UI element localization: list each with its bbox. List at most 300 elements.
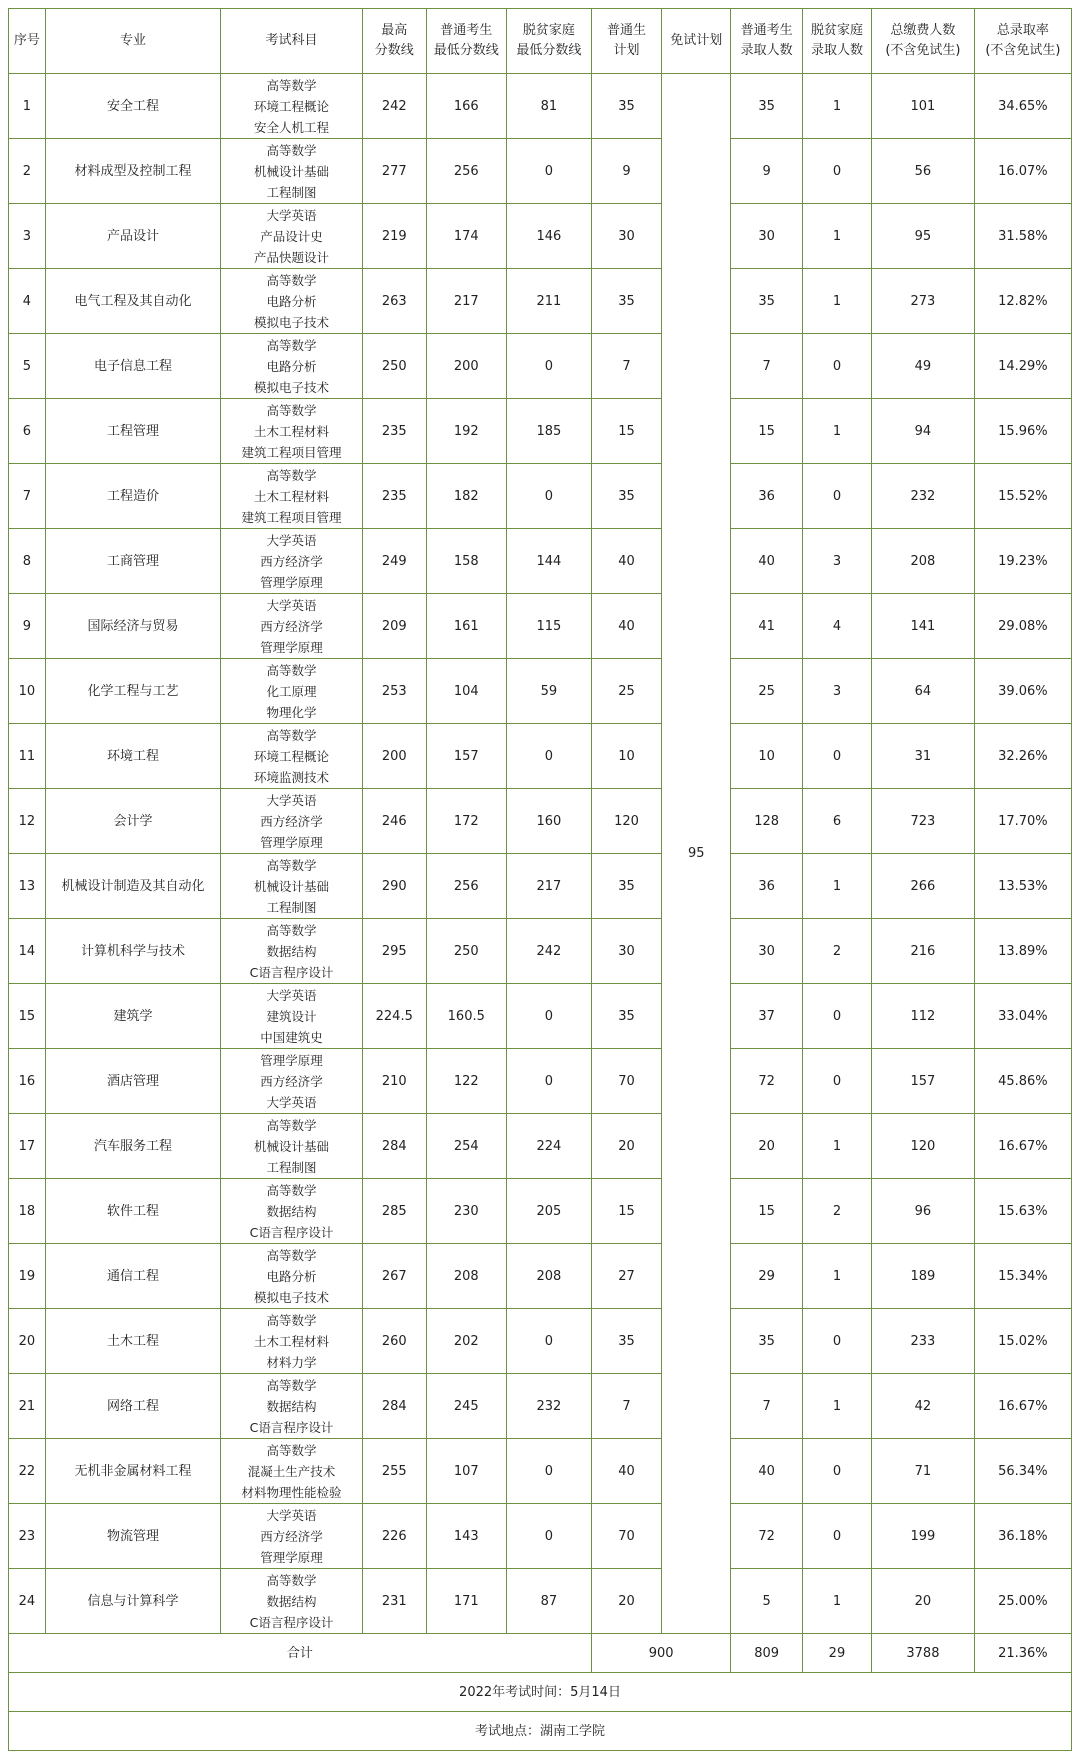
row-regular-plan: 15	[591, 399, 661, 464]
row-index: 7	[9, 464, 46, 529]
row-admit-rate: 16.67%	[974, 1374, 1071, 1439]
subject-item: 工程制图	[266, 899, 317, 915]
table-row	[9, 1374, 1072, 1439]
row-poverty-admitted: 2	[802, 1179, 871, 1244]
row-poverty-min: 0	[506, 1309, 591, 1374]
row-admit-rate: 34.65%	[974, 74, 1071, 139]
subject-item: 模拟电子技术	[254, 1289, 330, 1305]
subject-item: 大学英语	[266, 532, 317, 548]
row-major: 酒店管理	[45, 1049, 220, 1114]
row-subjects	[221, 399, 363, 464]
total-rate: 21.36%	[974, 1634, 1071, 1673]
table-row	[9, 594, 1072, 659]
row-index: 21	[9, 1374, 46, 1439]
row-subjects	[221, 1114, 363, 1179]
row-regular-plan: 40	[591, 594, 661, 659]
subject-item: 高等数学	[266, 402, 317, 418]
row-regular-min: 171	[426, 1569, 506, 1634]
row-admit-rate: 36.18%	[974, 1504, 1071, 1569]
row-subjects	[221, 724, 363, 789]
row-regular-plan: 20	[591, 1569, 661, 1634]
row-poverty-min: 0	[506, 139, 591, 204]
row-regular-admitted: 5	[731, 1569, 802, 1634]
row-poverty-admitted: 1	[802, 1374, 871, 1439]
subject-item: C语言程序设计	[249, 1614, 334, 1630]
row-max-score: 200	[362, 724, 426, 789]
row-admit-rate: 12.82%	[974, 269, 1071, 334]
row-regular-plan: 30	[591, 204, 661, 269]
row-poverty-min: 208	[506, 1244, 591, 1309]
row-major: 土木工程	[45, 1309, 220, 1374]
row-regular-min: 182	[426, 464, 506, 529]
row-admit-rate: 15.34%	[974, 1244, 1071, 1309]
row-major: 机械设计制造及其自动化	[45, 854, 220, 919]
row-total-paid: 71	[872, 1439, 975, 1504]
row-max-score: 290	[362, 854, 426, 919]
row-admit-rate: 33.04%	[974, 984, 1071, 1049]
row-regular-admitted: 7	[731, 1374, 802, 1439]
row-major: 化学工程与工艺	[45, 659, 220, 724]
exempt-plan-cell: 95	[662, 74, 731, 1634]
row-index: 22	[9, 1439, 46, 1504]
subject-item: 管理学原理	[260, 834, 323, 850]
row-max-score: 253	[362, 659, 426, 724]
row-poverty-admitted: 1	[802, 1244, 871, 1309]
row-total-paid: 49	[872, 334, 975, 399]
row-regular-plan: 70	[591, 1504, 661, 1569]
table-row	[9, 269, 1072, 334]
row-admit-rate: 56.34%	[974, 1439, 1071, 1504]
subject-item: 模拟电子技术	[254, 379, 330, 395]
subject-item: 环境工程概论	[254, 748, 330, 764]
subject-item: 电路分析	[266, 358, 317, 374]
row-poverty-min: 205	[506, 1179, 591, 1244]
row-max-score: 235	[362, 399, 426, 464]
subject-item: 数据结构	[266, 1593, 317, 1609]
header-regular-admitted: 普通考生 录取人数	[731, 9, 802, 74]
row-subjects	[221, 854, 363, 919]
row-poverty-admitted: 4	[802, 594, 871, 659]
row-index: 3	[9, 204, 46, 269]
row-admit-rate: 15.02%	[974, 1309, 1071, 1374]
row-poverty-admitted: 0	[802, 334, 871, 399]
row-subjects	[221, 919, 363, 984]
subject-item: 大学英语	[266, 597, 317, 613]
row-index: 17	[9, 1114, 46, 1179]
row-index: 11	[9, 724, 46, 789]
row-regular-admitted: 30	[731, 204, 802, 269]
table-row	[9, 919, 1072, 984]
subject-item: 产品快题设计	[254, 249, 330, 265]
total-regular-admitted: 809	[731, 1634, 802, 1673]
subject-item: 管理学原理	[260, 639, 323, 655]
header-index: 序号	[9, 9, 46, 74]
table-row	[9, 1504, 1072, 1569]
subject-item: 数据结构	[266, 1203, 317, 1219]
row-max-score: 235	[362, 464, 426, 529]
subject-item: 管理学原理	[260, 1549, 323, 1565]
subject-item: 材料力学	[266, 1354, 317, 1370]
row-subjects	[221, 139, 363, 204]
row-subjects	[221, 1504, 363, 1569]
total-label: 合计	[9, 1634, 592, 1673]
row-index: 12	[9, 789, 46, 854]
row-total-paid: 216	[872, 919, 975, 984]
subject-item: 高等数学	[266, 1117, 317, 1133]
row-index: 15	[9, 984, 46, 1049]
subject-item: 高等数学	[266, 142, 317, 158]
row-total-paid: 120	[872, 1114, 975, 1179]
row-max-score: 284	[362, 1374, 426, 1439]
row-poverty-admitted: 0	[802, 1049, 871, 1114]
row-poverty-admitted: 0	[802, 1439, 871, 1504]
row-subjects	[221, 1179, 363, 1244]
subject-item: 大学英语	[266, 1507, 317, 1523]
table-row	[9, 204, 1072, 269]
row-poverty-admitted: 2	[802, 919, 871, 984]
row-max-score: 267	[362, 1244, 426, 1309]
subject-item: 混凝土生产技术	[247, 1463, 336, 1479]
row-index: 2	[9, 139, 46, 204]
row-regular-admitted: 72	[731, 1049, 802, 1114]
row-subjects	[221, 1244, 363, 1309]
row-poverty-min: 144	[506, 529, 591, 594]
row-total-paid: 31	[872, 724, 975, 789]
row-regular-min: 166	[426, 74, 506, 139]
row-total-paid: 232	[872, 464, 975, 529]
subject-item: 数据结构	[266, 943, 317, 959]
subject-item: 高等数学	[266, 1442, 317, 1458]
row-poverty-min: 0	[506, 464, 591, 529]
row-max-score: 242	[362, 74, 426, 139]
row-major: 无机非金属材料工程	[45, 1439, 220, 1504]
row-regular-min: 254	[426, 1114, 506, 1179]
row-poverty-admitted: 0	[802, 464, 871, 529]
row-major: 工程造价	[45, 464, 220, 529]
row-regular-min: 160.5	[426, 984, 506, 1049]
row-regular-plan: 9	[591, 139, 661, 204]
header-max-score: 最高 分数线	[362, 9, 426, 74]
row-regular-min: 161	[426, 594, 506, 659]
table-row	[9, 139, 1072, 204]
row-poverty-min: 0	[506, 334, 591, 399]
row-subjects	[221, 1049, 363, 1114]
row-regular-admitted: 15	[731, 399, 802, 464]
row-subjects	[221, 1374, 363, 1439]
row-total-paid: 94	[872, 399, 975, 464]
row-index: 4	[9, 269, 46, 334]
row-poverty-admitted: 1	[802, 1569, 871, 1634]
row-regular-min: 104	[426, 659, 506, 724]
row-admit-rate: 16.07%	[974, 139, 1071, 204]
subject-item: 高等数学	[266, 857, 317, 873]
row-total-paid: 189	[872, 1244, 975, 1309]
row-max-score: 231	[362, 1569, 426, 1634]
table-row	[9, 1309, 1072, 1374]
header-row	[9, 9, 1072, 74]
row-major: 环境工程	[45, 724, 220, 789]
subject-item: 建筑设计	[266, 1008, 317, 1024]
row-major: 汽车服务工程	[45, 1114, 220, 1179]
subject-item: 高等数学	[266, 1247, 317, 1263]
row-admit-rate: 15.52%	[974, 464, 1071, 529]
row-subjects	[221, 1439, 363, 1504]
row-regular-plan: 35	[591, 984, 661, 1049]
row-max-score: 249	[362, 529, 426, 594]
subject-item: 中国建筑史	[260, 1029, 323, 1045]
row-major: 网络工程	[45, 1374, 220, 1439]
row-regular-plan: 15	[591, 1179, 661, 1244]
row-poverty-admitted: 1	[802, 204, 871, 269]
row-index: 14	[9, 919, 46, 984]
row-total-paid: 20	[872, 1569, 975, 1634]
header-exempt-plan: 免试计划	[662, 9, 731, 74]
subject-item: C语言程序设计	[249, 1419, 334, 1435]
row-poverty-admitted: 1	[802, 399, 871, 464]
table-row	[9, 74, 1072, 139]
table-row	[9, 334, 1072, 399]
row-total-paid: 157	[872, 1049, 975, 1114]
subject-item: 环境工程概论	[254, 98, 330, 114]
subject-item: 高等数学	[266, 1572, 317, 1588]
row-regular-min: 256	[426, 854, 506, 919]
subject-item: C语言程序设计	[249, 964, 334, 980]
row-regular-admitted: 35	[731, 74, 802, 139]
subject-item: 产品设计史	[260, 228, 323, 244]
row-regular-min: 143	[426, 1504, 506, 1569]
row-poverty-admitted: 6	[802, 789, 871, 854]
row-max-score: 255	[362, 1439, 426, 1504]
row-poverty-admitted: 0	[802, 1504, 871, 1569]
row-admit-rate: 17.70%	[974, 789, 1071, 854]
header-admit-rate: 总录取率 (不含免试生)	[974, 9, 1071, 74]
row-index: 8	[9, 529, 46, 594]
row-max-score: 295	[362, 919, 426, 984]
row-regular-plan: 35	[591, 74, 661, 139]
table-row	[9, 1569, 1072, 1634]
row-regular-admitted: 35	[731, 1309, 802, 1374]
subject-item: 数据结构	[266, 1398, 317, 1414]
row-admit-rate: 29.08%	[974, 594, 1071, 659]
row-regular-min: 200	[426, 334, 506, 399]
table-row	[9, 1244, 1072, 1309]
subject-item: 建筑工程项目管理	[241, 509, 342, 525]
subject-item: 西方经济学	[260, 813, 323, 829]
row-total-paid: 723	[872, 789, 975, 854]
row-admit-rate: 25.00%	[974, 1569, 1071, 1634]
subject-item: 高等数学	[266, 662, 317, 678]
row-poverty-min: 0	[506, 1504, 591, 1569]
row-major: 会计学	[45, 789, 220, 854]
row-major: 建筑学	[45, 984, 220, 1049]
subject-item: 高等数学	[266, 1312, 317, 1328]
row-poverty-min: 0	[506, 724, 591, 789]
row-regular-plan: 30	[591, 919, 661, 984]
row-major: 材料成型及控制工程	[45, 139, 220, 204]
table-row	[9, 789, 1072, 854]
row-regular-plan: 7	[591, 1374, 661, 1439]
subject-item: 高等数学	[266, 77, 317, 93]
subject-item: 工程制图	[266, 1159, 317, 1175]
subject-item: 西方经济学	[260, 553, 323, 569]
table-row	[9, 1114, 1072, 1179]
row-regular-admitted: 7	[731, 334, 802, 399]
row-regular-plan: 35	[591, 269, 661, 334]
row-regular-admitted: 36	[731, 854, 802, 919]
subject-item: 高等数学	[266, 1377, 317, 1393]
row-max-score: 246	[362, 789, 426, 854]
row-admit-rate: 13.53%	[974, 854, 1071, 919]
row-poverty-min: 185	[506, 399, 591, 464]
subject-item: 电路分析	[266, 293, 317, 309]
row-major: 产品设计	[45, 204, 220, 269]
exam-place-note: 考试地点：湖南工学院	[9, 1712, 1072, 1751]
row-poverty-min: 81	[506, 74, 591, 139]
row-index: 9	[9, 594, 46, 659]
subject-item: C语言程序设计	[249, 1224, 334, 1240]
subject-item: 电路分析	[266, 1268, 317, 1284]
subject-item: 土木工程材料	[254, 423, 330, 439]
row-max-score: 263	[362, 269, 426, 334]
row-poverty-min: 146	[506, 204, 591, 269]
row-subjects	[221, 269, 363, 334]
subject-item: 西方经济学	[260, 618, 323, 634]
row-regular-admitted: 20	[731, 1114, 802, 1179]
row-admit-rate: 32.26%	[974, 724, 1071, 789]
row-major: 电气工程及其自动化	[45, 269, 220, 334]
row-subjects	[221, 594, 363, 659]
subject-item: 管理学原理	[260, 1052, 323, 1068]
row-admit-rate: 14.29%	[974, 334, 1071, 399]
row-max-score: 284	[362, 1114, 426, 1179]
row-regular-admitted: 35	[731, 269, 802, 334]
subject-item: 环境监测技术	[254, 769, 330, 785]
row-poverty-min: 0	[506, 984, 591, 1049]
row-regular-admitted: 15	[731, 1179, 802, 1244]
row-regular-min: 217	[426, 269, 506, 334]
row-major: 工商管理	[45, 529, 220, 594]
row-regular-plan: 25	[591, 659, 661, 724]
row-admit-rate: 45.86%	[974, 1049, 1071, 1114]
header-poverty-admitted: 脱贫家庭 录取人数	[802, 9, 871, 74]
row-poverty-admitted: 3	[802, 529, 871, 594]
header-poverty-min: 脱贫家庭 最低分数线	[506, 9, 591, 74]
row-admit-rate: 39.06%	[974, 659, 1071, 724]
row-index: 20	[9, 1309, 46, 1374]
row-total-paid: 141	[872, 594, 975, 659]
row-poverty-min: 224	[506, 1114, 591, 1179]
row-major: 软件工程	[45, 1179, 220, 1244]
row-index: 23	[9, 1504, 46, 1569]
row-major: 安全工程	[45, 74, 220, 139]
subject-item: 高等数学	[266, 922, 317, 938]
row-max-score: 219	[362, 204, 426, 269]
subject-item: 化工原理	[266, 683, 317, 699]
row-regular-plan: 27	[591, 1244, 661, 1309]
row-regular-plan: 35	[591, 464, 661, 529]
row-poverty-min: 87	[506, 1569, 591, 1634]
row-subjects	[221, 334, 363, 399]
row-regular-admitted: 41	[731, 594, 802, 659]
subject-item: 大学英语	[266, 207, 317, 223]
subject-item: 工程制图	[266, 184, 317, 200]
row-regular-min: 250	[426, 919, 506, 984]
row-total-paid: 199	[872, 1504, 975, 1569]
row-admit-rate: 15.63%	[974, 1179, 1071, 1244]
subject-item: 土木工程材料	[254, 1333, 330, 1349]
row-major: 信息与计算科学	[45, 1569, 220, 1634]
subject-item: 安全人机工程	[254, 119, 330, 135]
row-poverty-admitted: 3	[802, 659, 871, 724]
row-subjects	[221, 789, 363, 854]
row-regular-admitted: 9	[731, 139, 802, 204]
row-total-paid: 233	[872, 1309, 975, 1374]
row-major: 工程管理	[45, 399, 220, 464]
row-regular-admitted: 128	[731, 789, 802, 854]
row-total-paid: 101	[872, 74, 975, 139]
row-poverty-admitted: 0	[802, 724, 871, 789]
header-regular-min: 普通考生 最低分数线	[426, 9, 506, 74]
subject-item: 模拟电子技术	[254, 314, 330, 330]
row-poverty-min: 0	[506, 1049, 591, 1114]
row-regular-min: 157	[426, 724, 506, 789]
row-poverty-min: 232	[506, 1374, 591, 1439]
table-row	[9, 1439, 1072, 1504]
row-regular-plan: 70	[591, 1049, 661, 1114]
row-regular-min: 122	[426, 1049, 506, 1114]
subject-item: 机械设计基础	[254, 878, 330, 894]
table-row	[9, 399, 1072, 464]
row-poverty-admitted: 0	[802, 139, 871, 204]
row-subjects	[221, 984, 363, 1049]
row-total-paid: 266	[872, 854, 975, 919]
row-max-score: 250	[362, 334, 426, 399]
row-major: 物流管理	[45, 1504, 220, 1569]
row-subjects	[221, 529, 363, 594]
row-major: 计算机科学与技术	[45, 919, 220, 984]
subject-item: 西方经济学	[260, 1073, 323, 1089]
row-poverty-min: 217	[506, 854, 591, 919]
header-subjects: 考试科目	[221, 9, 363, 74]
subject-item: 大学英语	[266, 1094, 317, 1110]
row-regular-min: 158	[426, 529, 506, 594]
row-poverty-admitted: 1	[802, 74, 871, 139]
row-total-paid: 64	[872, 659, 975, 724]
table-body	[9, 74, 1072, 1634]
row-max-score: 285	[362, 1179, 426, 1244]
row-admit-rate: 15.96%	[974, 399, 1071, 464]
row-poverty-admitted: 1	[802, 854, 871, 919]
row-regular-plan: 20	[591, 1114, 661, 1179]
row-admit-rate: 13.89%	[974, 919, 1071, 984]
row-index: 16	[9, 1049, 46, 1114]
subject-item: 机械设计基础	[254, 1138, 330, 1154]
row-regular-admitted: 29	[731, 1244, 802, 1309]
row-admit-rate: 16.67%	[974, 1114, 1071, 1179]
exam-time-note: 2022年考试时间：5月14日	[9, 1673, 1072, 1712]
row-regular-plan: 7	[591, 334, 661, 399]
row-poverty-min: 0	[506, 1439, 591, 1504]
row-regular-plan: 40	[591, 529, 661, 594]
subject-item: 高等数学	[266, 337, 317, 353]
row-index: 1	[9, 74, 46, 139]
row-regular-min: 230	[426, 1179, 506, 1244]
subject-item: 物理化学	[266, 704, 317, 720]
table-row	[9, 724, 1072, 789]
row-regular-min: 256	[426, 139, 506, 204]
header-total-paid: 总缴费人数 (不含免试生)	[872, 9, 975, 74]
row-major: 通信工程	[45, 1244, 220, 1309]
